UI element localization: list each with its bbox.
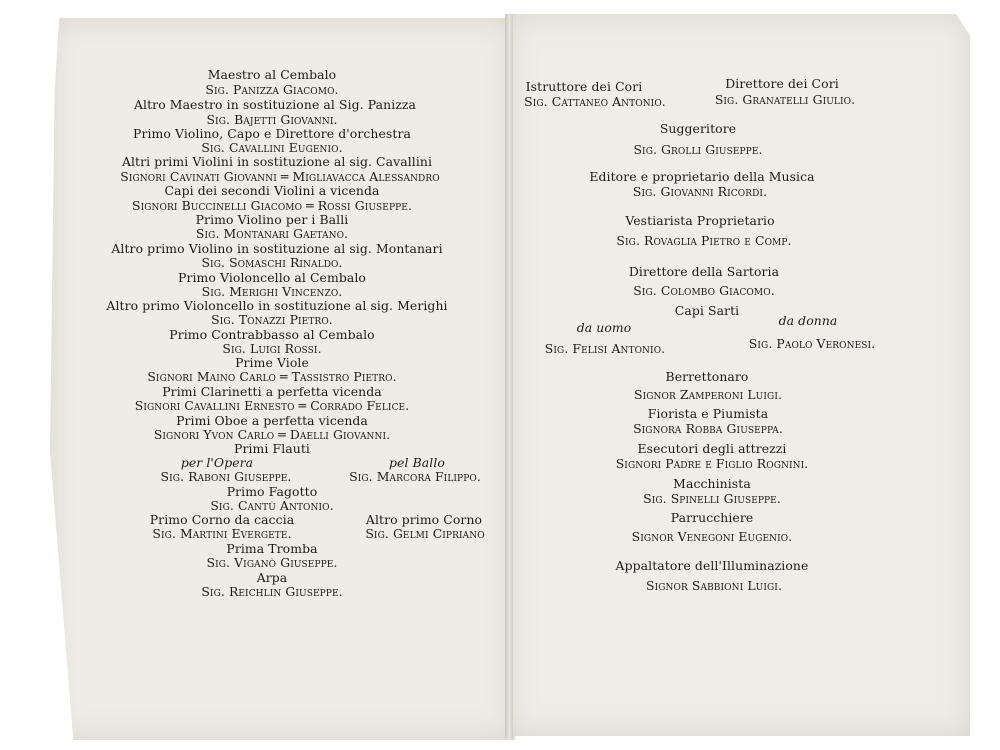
left-personnel-name: Sig. Panizza Giacomo. [205, 82, 339, 97]
left-personnel-name: Sig. Viganò Giuseppe. [206, 555, 338, 570]
left-personnel-name: Signori Cavallini Ernesto ═ Corrado Felice. [134, 398, 410, 413]
left-role-heading: Primi Oboe a perfetta vicenda [176, 413, 368, 428]
left-personnel-name: Sig. Raboni Giuseppe. [160, 469, 292, 484]
right-role-heading: Macchinista [673, 476, 751, 491]
left-role-heading: Primi Flauti [234, 441, 310, 456]
right-personnel-name: Signora Robba Giuseppa. [633, 421, 783, 436]
left-personnel-name: Sig. Merighi Vincenzo. [201, 284, 343, 299]
right-role-heading: Direttore della Sartoria [628, 264, 780, 279]
left-personnel-name: Sig. Somaschi Rinaldo. [201, 255, 343, 270]
right-role-heading: Fiorista e Piumista [647, 406, 769, 421]
left-role-heading: Primo Violino, Capo e Direttore d'orchestra [133, 126, 411, 141]
left-role-heading: Altro primo Violoncello in sostituzione al sig. Merighi [106, 298, 448, 313]
right-personnel-name: Signor Venegoni Eugenio. [631, 529, 793, 544]
right-personnel-name: Sig. Grolli Giuseppe. [633, 142, 763, 157]
left-personnel-name: Sig. Gelmi Cipriano [365, 526, 485, 541]
left-role-heading: Primo Contrabbasso al Cembalo [169, 327, 375, 342]
left-role-heading: Altro Maestro in sostituzione al Sig. Panizza [133, 97, 417, 112]
left-role-heading: Primo Fagotto [226, 484, 318, 499]
right-role-heading: Esecutori degli attrezzi [637, 441, 787, 456]
right-role-heading: Vestiarista Proprietario [625, 213, 775, 228]
right-role-heading: Capi Sarti [674, 303, 740, 318]
right-role-heading: Istruttore dei Cori [525, 79, 643, 94]
left-role-heading: Maestro al Cembalo [207, 67, 337, 82]
left-role-heading: per l'Opera [180, 455, 254, 470]
right-personnel-name: Sig. Felisi Antonio. [544, 341, 666, 356]
left-role-heading: Altro primo Corno [365, 512, 483, 527]
right-personnel-name: Sig. Rovaglia Pietro e Comp. [616, 233, 792, 248]
left-personnel-name: Signori Maino Carlo ═ Tassistro Pietro. [147, 369, 397, 384]
left-personnel-name: Sig. Cantù Antonio. [210, 498, 334, 513]
right-personnel-name: Sig. Giovanni Ricordi. [632, 184, 768, 199]
left-personnel-name: Sig. Martini Evergete. [152, 526, 292, 541]
right-personnel-name: Sig. Spinelli Giuseppe. [643, 491, 781, 506]
left-personnel-name: Sig. Bajetti Giovanni. [206, 112, 338, 127]
right-personnel-name: Sig. Cattaneo Antonio. [524, 94, 666, 109]
left-role-heading: Prime Viole [235, 355, 309, 370]
left-role-heading: Altro primo Violino in sostituzione al sig. Montanari [111, 241, 443, 256]
right-personnel-name: Sig. Granatelli Giulio. [714, 92, 856, 107]
right-personnel-name: Sig. Colombo Giacomo. [633, 283, 775, 298]
right-role-heading: Parrucchiere [670, 510, 754, 525]
right-role-heading: Direttore dei Cori [725, 76, 839, 91]
left-personnel-name: Signori Buccinelli Giacomo ═ Rossi Giuseppe. [132, 198, 412, 213]
left-personnel-name: Sig. Montanari Gaetano. [195, 226, 349, 241]
right-role-heading: Suggeritore [659, 121, 737, 136]
left-personnel-name: Signori Yvon Carlo ═ Daelli Giovanni. [153, 427, 391, 442]
left-role-heading: pel Ballo [389, 455, 445, 470]
page-fold [505, 14, 513, 738]
left-role-heading: Primo Violino per i Balli [195, 212, 349, 227]
left-role-heading: Primo Violoncello al Cembalo [178, 270, 366, 285]
right-personnel-name: Sig. Paolo Veronesi. [748, 336, 876, 351]
right-role-heading: Berrettonaro [665, 369, 749, 384]
left-role-heading: Arpa [256, 570, 288, 585]
right-role-heading: Appaltatore dell'Illuminazione [615, 558, 809, 573]
left-role-heading: Prima Tromba [226, 541, 318, 556]
right-role-heading: da donna [778, 313, 838, 328]
right-personnel-name: Signor Zamperoni Luigi. [633, 387, 783, 402]
left-personnel-name: Sig. Marcora Filippo. [349, 469, 481, 484]
left-role-heading: Altri primi Violini in sostituzione al sig. Cavallini [121, 154, 433, 169]
right-role-heading: Editore e proprietario della Musica [589, 169, 815, 184]
left-role-heading: Primi Clarinetti a perfetta vicenda [162, 384, 382, 399]
left-role-heading: Primo Corno da caccia [149, 512, 295, 527]
right-personnel-name: Signori Padre e Figlio Rognini. [615, 456, 809, 471]
right-role-heading: da uomo [576, 320, 632, 335]
left-personnel-name: Sig. Tonazzi Pietro. [211, 312, 333, 327]
right-personnel-name: Signor Sabbioni Luigi. [646, 578, 782, 593]
left-personnel-name: Sig. Reichlin Giuseppe. [201, 584, 343, 599]
left-personnel-name: Sig. Luigi Rossi. [222, 341, 322, 356]
left-personnel-name: Sig. Cavallini Eugenio. [201, 140, 343, 155]
left-personnel-name: Signori Cavinati Giovanni ═ Migliavacca Alessandro [120, 169, 440, 184]
left-role-heading: Capi dei secondi Violini a vicenda [164, 183, 380, 198]
